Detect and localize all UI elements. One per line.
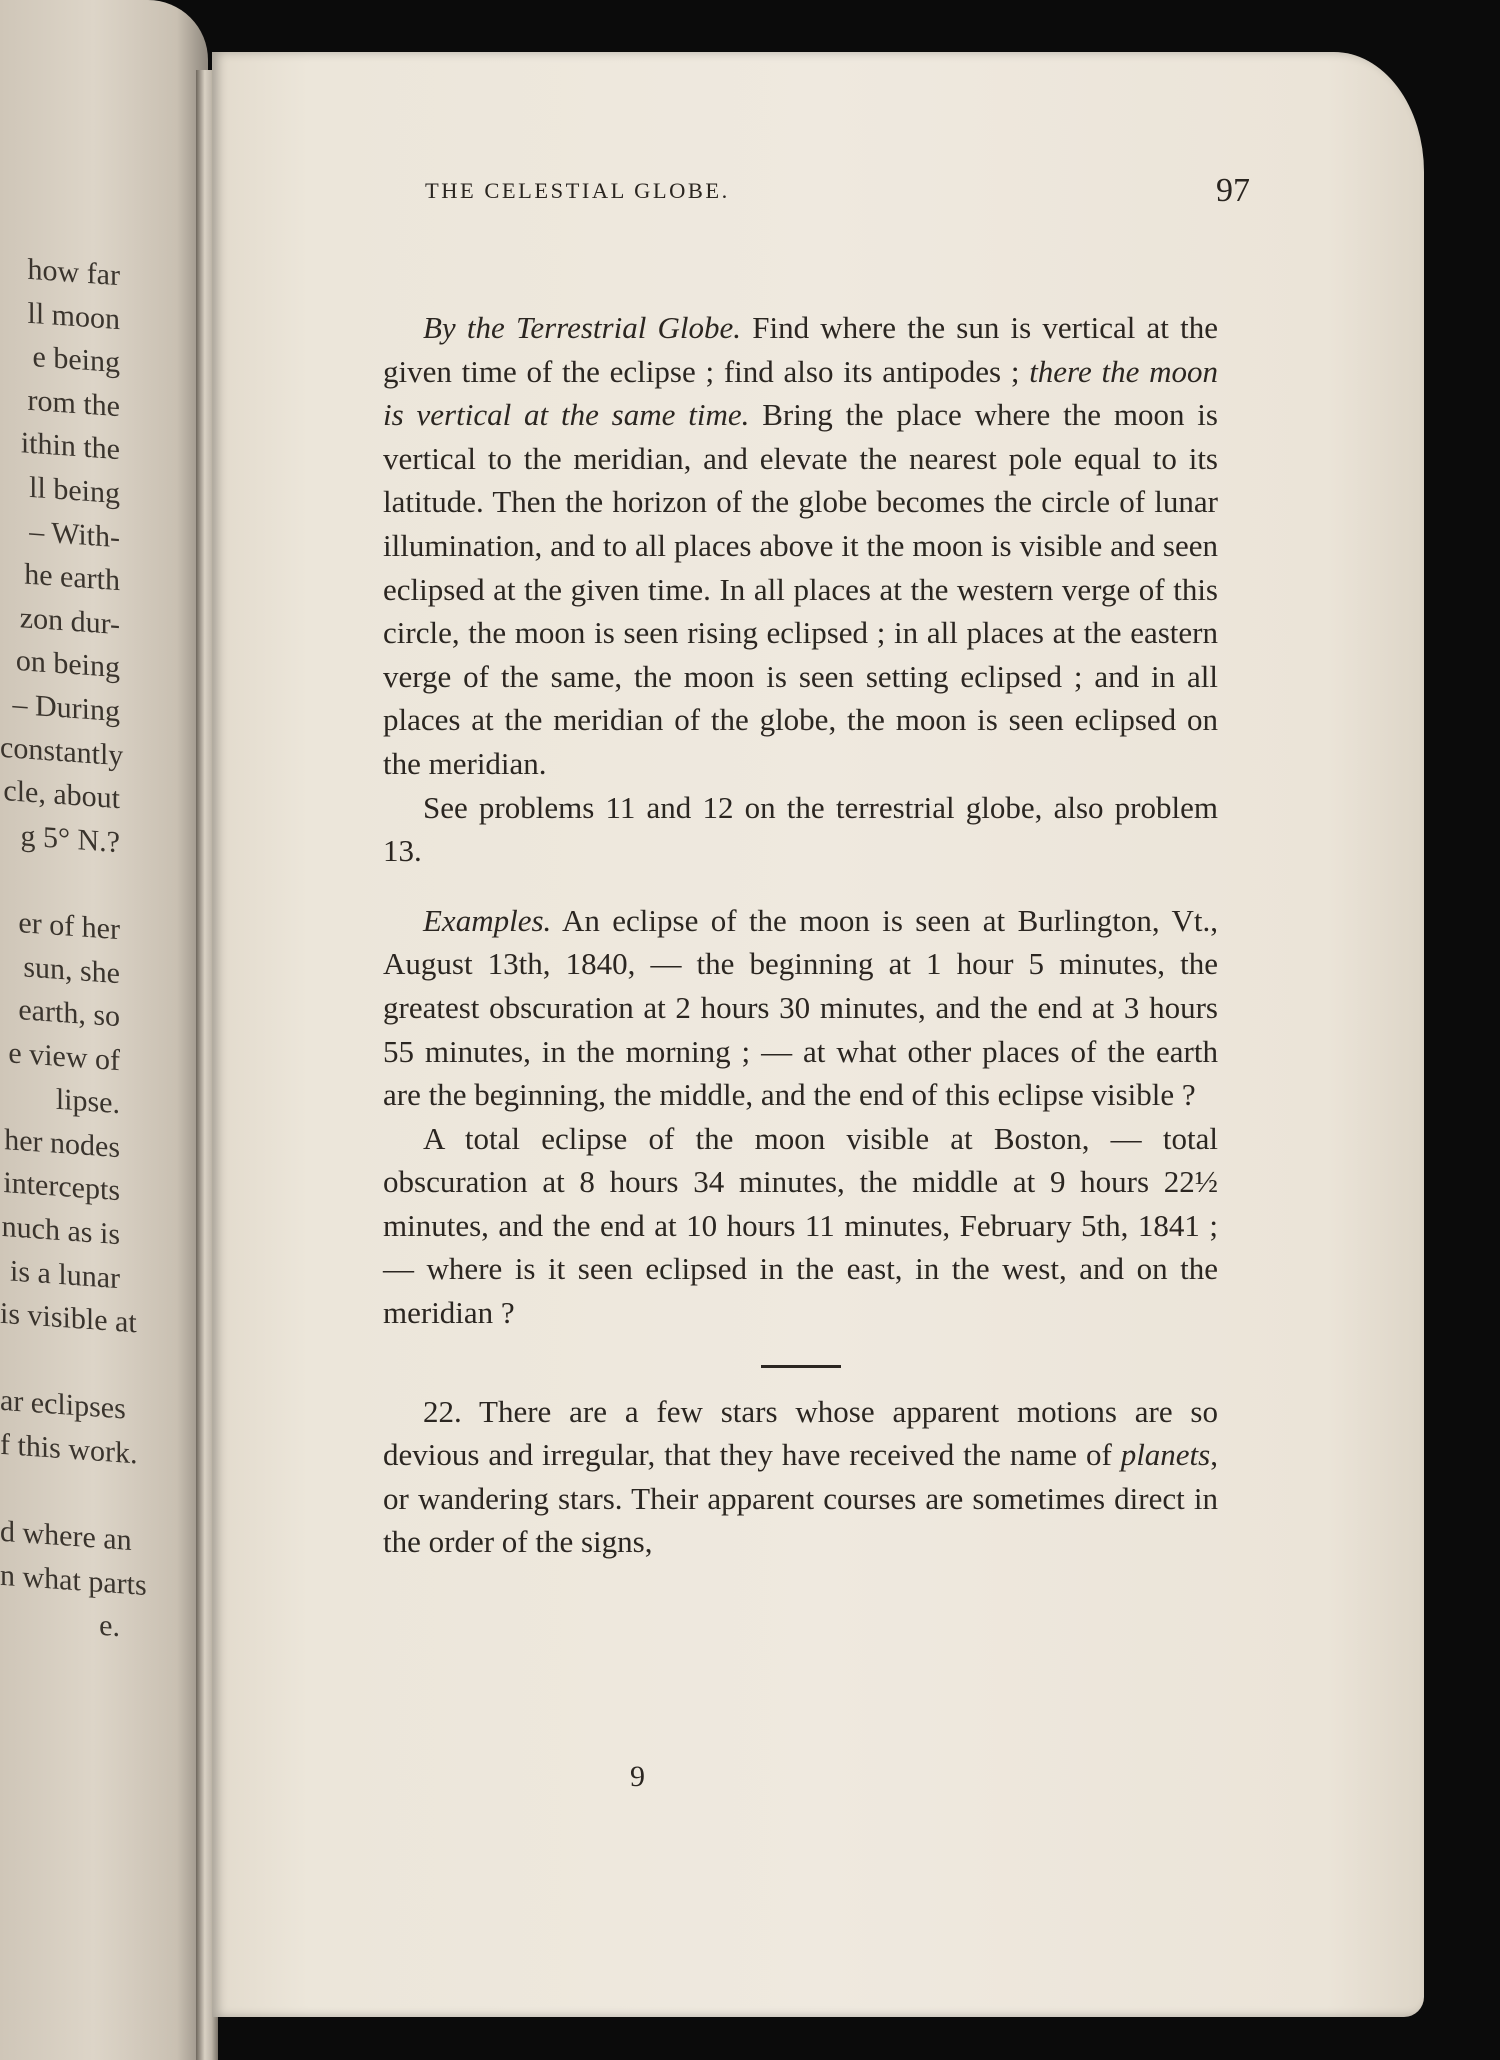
paragraph-examples: [383, 899, 1218, 1117]
left-line: ll moon: [27, 296, 120, 336]
paragraph-text: Bring the place where the moon is vertical to the meridian, and elevate the nearest pole equal to its latitude. Then the horizon of the globe becomes the circle of lunar illumination, and to all places above it the moon is visible and seen eclipsed at the given time. In all places at the western verge of this circle, the moon is seen rising eclipsed ; in all places at the eastern verge of the same, the moon is seen setting eclipsed ; and in all places at the meridian of the globe, the moon is seen eclipsed on the meridian.: [383, 397, 1218, 781]
page-body: [383, 306, 1218, 1564]
paragraph-see-problems: See problems 11 and 12 on the terrestrial globe, also problem 13.: [383, 789, 1218, 869]
left-line: cle, about: [3, 774, 120, 816]
left-line: how far: [27, 252, 120, 293]
left-line: rom the: [27, 383, 120, 423]
left-line: er of her: [18, 905, 120, 947]
left-line: on being: [15, 644, 120, 685]
left-line: – With-: [29, 514, 120, 554]
left-line: ll being: [29, 470, 120, 511]
left-page-text: [0, 246, 147, 1649]
left-line: sun, she: [23, 949, 120, 990]
left-line: nuch as is: [1, 1209, 120, 1252]
left-line: d where an: [0, 1515, 132, 1558]
paragraph-lead: Examples.: [423, 902, 552, 938]
left-line: lipse.: [55, 1082, 120, 1121]
left-line: ithin the: [20, 426, 120, 467]
page-number: 97: [1216, 172, 1250, 209]
left-line: zon dur-: [19, 600, 120, 641]
emphasis-text: planets: [1120, 1437, 1211, 1473]
left-line: is visible at: [0, 1297, 137, 1340]
left-line: e.: [99, 1609, 120, 1644]
left-line: her nodes: [4, 1122, 120, 1165]
emphasis-text: there the moon is vertical at the same time.: [383, 353, 1218, 433]
signature-mark: 9: [630, 1760, 645, 1793]
paragraph-terrestrial-globe: [383, 306, 1218, 786]
left-line: e being: [32, 340, 120, 380]
left-line: earth, so: [18, 993, 120, 1034]
left-line: f this work.: [0, 1427, 138, 1471]
paragraph-boston-eclipse: A total eclipse of the moon visible at Boston, — total obscuration at 8 hours 34 minutes, the middle at 9 hours 22½ minutes, and the end at 10 hours 11 minutes, February 5th, 1841 ; — where is it seen eclipsed in the east, in the west, and on the meridian ?: [383, 1120, 1218, 1331]
paragraph-lead: By the Terrestrial Globe.: [423, 310, 742, 345]
running-head: THE CELESTIAL GLOBE.: [425, 178, 730, 203]
paragraph-text: 22. There are a few stars whose apparent motions are so devious and irregular, that they have received the name of: [383, 1393, 1218, 1473]
paragraph-planets: [383, 1390, 1218, 1564]
paragraph-text: An eclipse of the moon is seen at Burlington, Vt., August 13th, 1840, — the beginning at 1 hour 5 minutes, the greatest obscuration at 2 hours 30 minutes, and the end at 3 hours 55 minutes, in the morning ; — at what other places of the earth are the beginning, the middle, and the end of this eclipse visible ?: [383, 902, 1218, 1113]
left-line: is a lunar: [10, 1254, 120, 1295]
paragraph-text: Find where the sun is vertical at the given time of the eclipse ; find also its antipodes ;: [383, 310, 1218, 389]
left-line: n what parts: [0, 1558, 147, 1602]
left-line: g 5° N.?: [20, 818, 120, 859]
left-line: ar eclipses: [0, 1384, 126, 1427]
left-line: constantly: [0, 730, 124, 772]
left-line: intercepts: [3, 1166, 120, 1208]
left-line: he earth: [24, 557, 120, 598]
left-facing-page: [0, 0, 208, 2060]
paragraph-text: , or wandering stars. Their apparent courses are sometimes direct in the order of the signs,: [383, 1437, 1218, 1560]
left-line: e view of: [8, 1036, 120, 1077]
section-rule: [761, 1365, 841, 1368]
left-line: – During: [12, 687, 120, 729]
